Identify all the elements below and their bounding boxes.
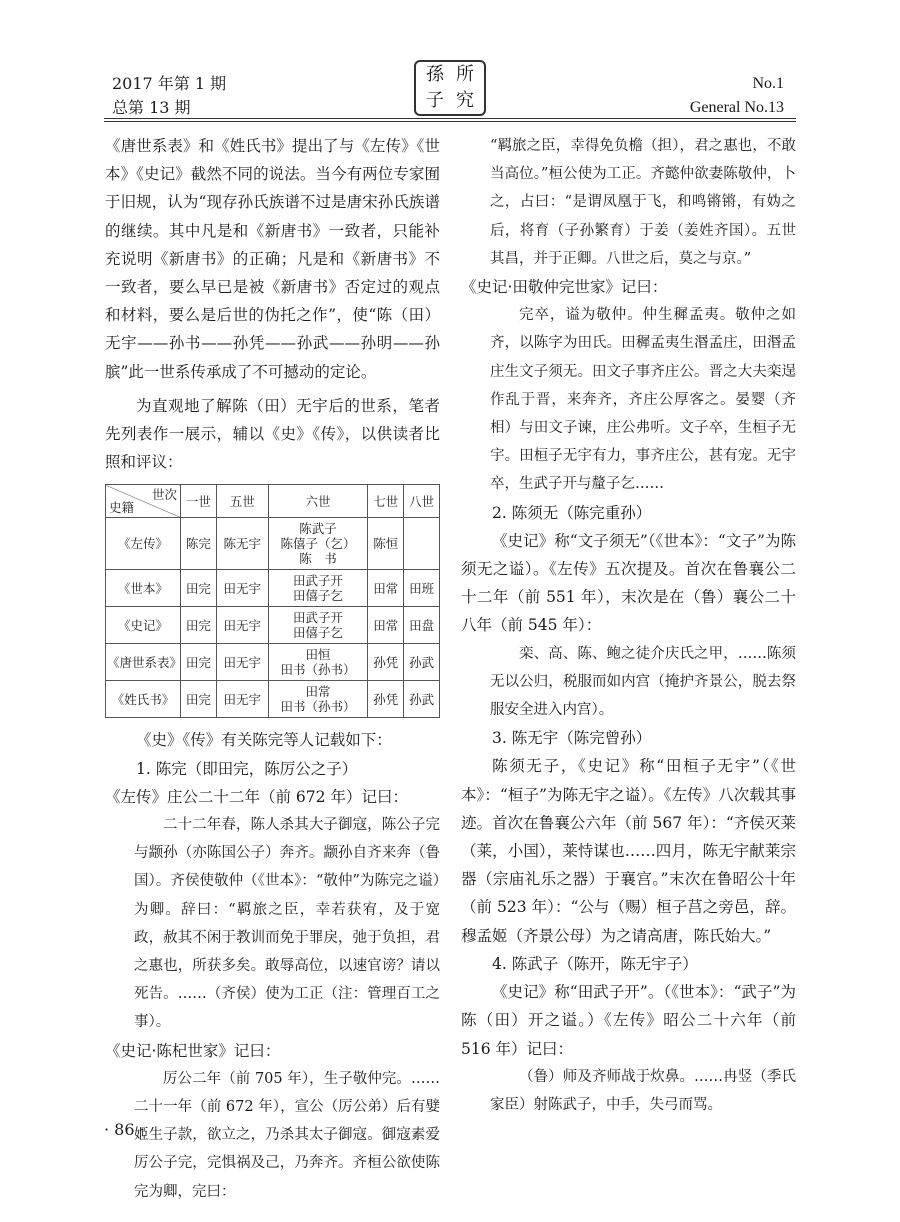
- table-row: [106, 570, 440, 607]
- paragraph: 《史记·陈杞世家》记曰：: [105, 1041, 281, 1060]
- quotation: 完卒，谥为敬仲。仲生穉孟夷。敬仲之如齐，以陈字为田氏。田穉孟夷生湣孟庄，田湣孟庄生文子须无。田文子事齐庄公。晋之大夫栾逞作乱于晋，来奔齐，齐庄公厚客之。晏婴（齐相）与田文子谏，庄公弗听。文子卒，生桓子无宇。田桓子无宇有力，事齐庄公，甚有宠。无宇卒，生武子开与釐子乞……: [490, 307, 796, 493]
- page-header: [0, 0, 900, 130]
- table-cell: 田无宇: [216, 570, 268, 607]
- table-row: [106, 644, 440, 681]
- table-cell: 田常: [368, 607, 404, 644]
- paragraph: 《左传》庄公二十二年（前 672 年）记曰：: [105, 787, 408, 806]
- issue-info: [112, 72, 226, 120]
- table-cell: 《世本》: [106, 570, 181, 607]
- header-rule-thin: [104, 121, 796, 122]
- table-cell: 田完: [181, 644, 217, 681]
- table-row: [106, 681, 440, 718]
- journal-logo: 孫 所 子 究: [414, 60, 486, 116]
- paragraph: 《史记》称“田武子开”。（《世本》：“武子”为陈（田）开之谥。）《左传》昭公二十六年（前 516 年）记曰：: [461, 983, 796, 1058]
- table-cell: 陈武子 陈僖子（乞） 陈 书: [268, 518, 368, 570]
- table-cell: 陈完: [181, 518, 217, 570]
- quotation: 厉公二年（前 705 年），生子敬仲完。……二十一年（前 672 年），宣公（厉公弟）后有嬖姬生子款，欲立之，乃杀其太子御寇。御寇素爱厉公子完，完惧祸及己，乃奔齐。齐桓公欲使陈完为卿，完曰：: [134, 1070, 440, 1200]
- table-cell: 《左传》: [106, 518, 181, 570]
- lineage-table: [105, 484, 440, 718]
- table-header-row: [106, 485, 440, 518]
- table-cell: 田完: [181, 681, 217, 718]
- paragraph: 陈须无子，《史记》称“田桓子无宇”（《世本》：“桓子”为陈无宇之谥）。《左传》八次载其事迹。首次在鲁襄公六年（前 567 年）：“齐侯灭莱（莱，小国），莱恃谋也……四月，陈无宇献莱宗器（宗庙礼乐之器）于襄宫。”末次在鲁昭公十年（前 523 年）：“公与（赐）桓子莒之旁邑，辞。穆孟姬（齐景公母）为之请高唐，陈氏始大。”: [461, 757, 796, 945]
- table-cell: 田盘: [404, 607, 440, 644]
- issue-total: 总第 13 期: [112, 98, 191, 117]
- quotation: （鲁）师及齐师战于炊鼻。……冉竖（季氏家臣）射陈武子，中手，失弓而骂。: [490, 1068, 796, 1113]
- table-row: [106, 607, 440, 644]
- quotation: “羁旅之臣，幸得免负檐（担），君之惠也，不敢当高位。”桓公使为工正。齐懿仲欲妻陈敬仲，卜之，占曰：“是谓凤凰于飞，和鸣锵锵，有妫之后，将育（子孙繁育）于姜（姜姓齐国）。五世其昌，并于正卿。八世之后，莫之与京。”: [490, 138, 796, 267]
- table-cell: 田完: [181, 607, 217, 644]
- table-cell: 田无宇: [216, 681, 268, 718]
- paragraph: 《唐世系表》和《姓氏书》提出了与《左传》《世本》《史记》截然不同的说法。当今有两位专家囿于旧规，认为“现存孙氏族谱不过是唐宋孙氏族谱的继续。其中凡是和《新唐书》一致者，只能补充说明《新唐书》的正确；凡是和《新唐书》不一致者，要么早已是被《新唐书》否定过的观点和材料，要么是后世的伪托之作”，使“陈（田）无宇——孙书——孙凭——孙武——孙明——孙膑”此一世系传承成了不可撼动的定论。: [105, 137, 440, 381]
- table-cell: 田常 田书（孙书）: [268, 681, 368, 718]
- table-body: [106, 518, 440, 718]
- section-heading: 1. 陈完（即田完，陈厉公之子）: [136, 759, 358, 778]
- table-cell: 《史记》: [106, 607, 181, 644]
- table-cell: 孙武: [404, 644, 440, 681]
- paragraph: 《史》《传》有关陈完等人记载如下：: [136, 731, 392, 750]
- issue-year: 2017 年第 1 期: [112, 74, 227, 93]
- issue-info-en: [690, 72, 784, 120]
- issue-no: No.1: [752, 75, 784, 92]
- issue-general-no: General No.13: [689, 99, 784, 116]
- header-rule: [104, 118, 796, 119]
- section-heading: 4. 陈武子（陈开，陈无宇子）: [492, 954, 698, 973]
- table-cell: 《唐世系表》: [106, 644, 181, 681]
- left-column: [105, 132, 440, 1206]
- table-cell: 陈无宇: [216, 518, 268, 570]
- table-cell: 田恒 田书（孙书）: [268, 644, 368, 681]
- table-header: 六世: [268, 485, 368, 518]
- table-cell: 陈恒: [368, 518, 404, 570]
- table-header: 五世: [216, 485, 268, 518]
- table-cell: 《姓氏书》: [106, 681, 181, 718]
- table-cell: 田武子开 田僖子乞: [268, 570, 368, 607]
- paragraph: 《史记》称“文子须无”（《世本》：“文子”为陈须无之谥）。《左传》五次提及。首次在鲁襄公二十二年（前 551 年），末次是在（鲁）襄公二十八年（前 545 年）：: [461, 531, 796, 635]
- table-cell: 田武子开 田僖子乞: [268, 607, 368, 644]
- table-cell: 孙凭: [368, 644, 404, 681]
- table-corner-cell: 世次 史籍: [106, 485, 181, 518]
- table-cell: 田无宇: [216, 607, 268, 644]
- right-column: [461, 132, 796, 1119]
- quotation: 栾、高、陈、鲍之徒介庆氏之甲，……陈须无以公归，税服而如内宫（掩护齐景公，脱去祭服安全进入内宫）。: [490, 645, 796, 719]
- table-cell: 孙凭: [368, 681, 404, 718]
- table-cell: 孙武: [404, 681, 440, 718]
- table-header: 七世: [368, 485, 404, 518]
- section-heading: 3. 陈无宇（陈完曾孙）: [492, 729, 652, 748]
- section-heading: 2. 陈须无（陈完重孙）: [492, 503, 652, 522]
- table-cell: 田常: [368, 570, 404, 607]
- table-cell: 田无宇: [216, 644, 268, 681]
- table-cell: 田班: [404, 570, 440, 607]
- table-cell: 田完: [181, 570, 217, 607]
- table-row: [106, 518, 440, 570]
- paragraph: 《史记·田敬仲完世家》记曰：: [461, 278, 668, 297]
- table-header: 八世: [404, 485, 440, 518]
- page-number: · 86 ·: [104, 1120, 145, 1139]
- table-header: 一世: [181, 485, 217, 518]
- quotation: 二十二年春，陈人杀其大子御寇，陈公子完与颛孙（亦陈国公子）奔齐。颛孙自齐来奔（鲁国）。齐侯使敬仲（《世本》：“敬仲”为陈完之谥）为卿。辞曰：“羁旅之臣，幸若获宥，及于宽政，赦其不闲于教训而免于罪戾，弛于负担，君之惠也，所获多矣。敢辱高位，以速官谤？请以死告。……（齐侯）使为工正（注：管理百工之事）。: [134, 817, 440, 1031]
- paragraph: 为直观地了解陈（田）无宇后的世系，笔者先列表作一展示，辅以《史》《传》，以供读者比照和评议：: [105, 396, 440, 472]
- table-cell: [404, 518, 440, 570]
